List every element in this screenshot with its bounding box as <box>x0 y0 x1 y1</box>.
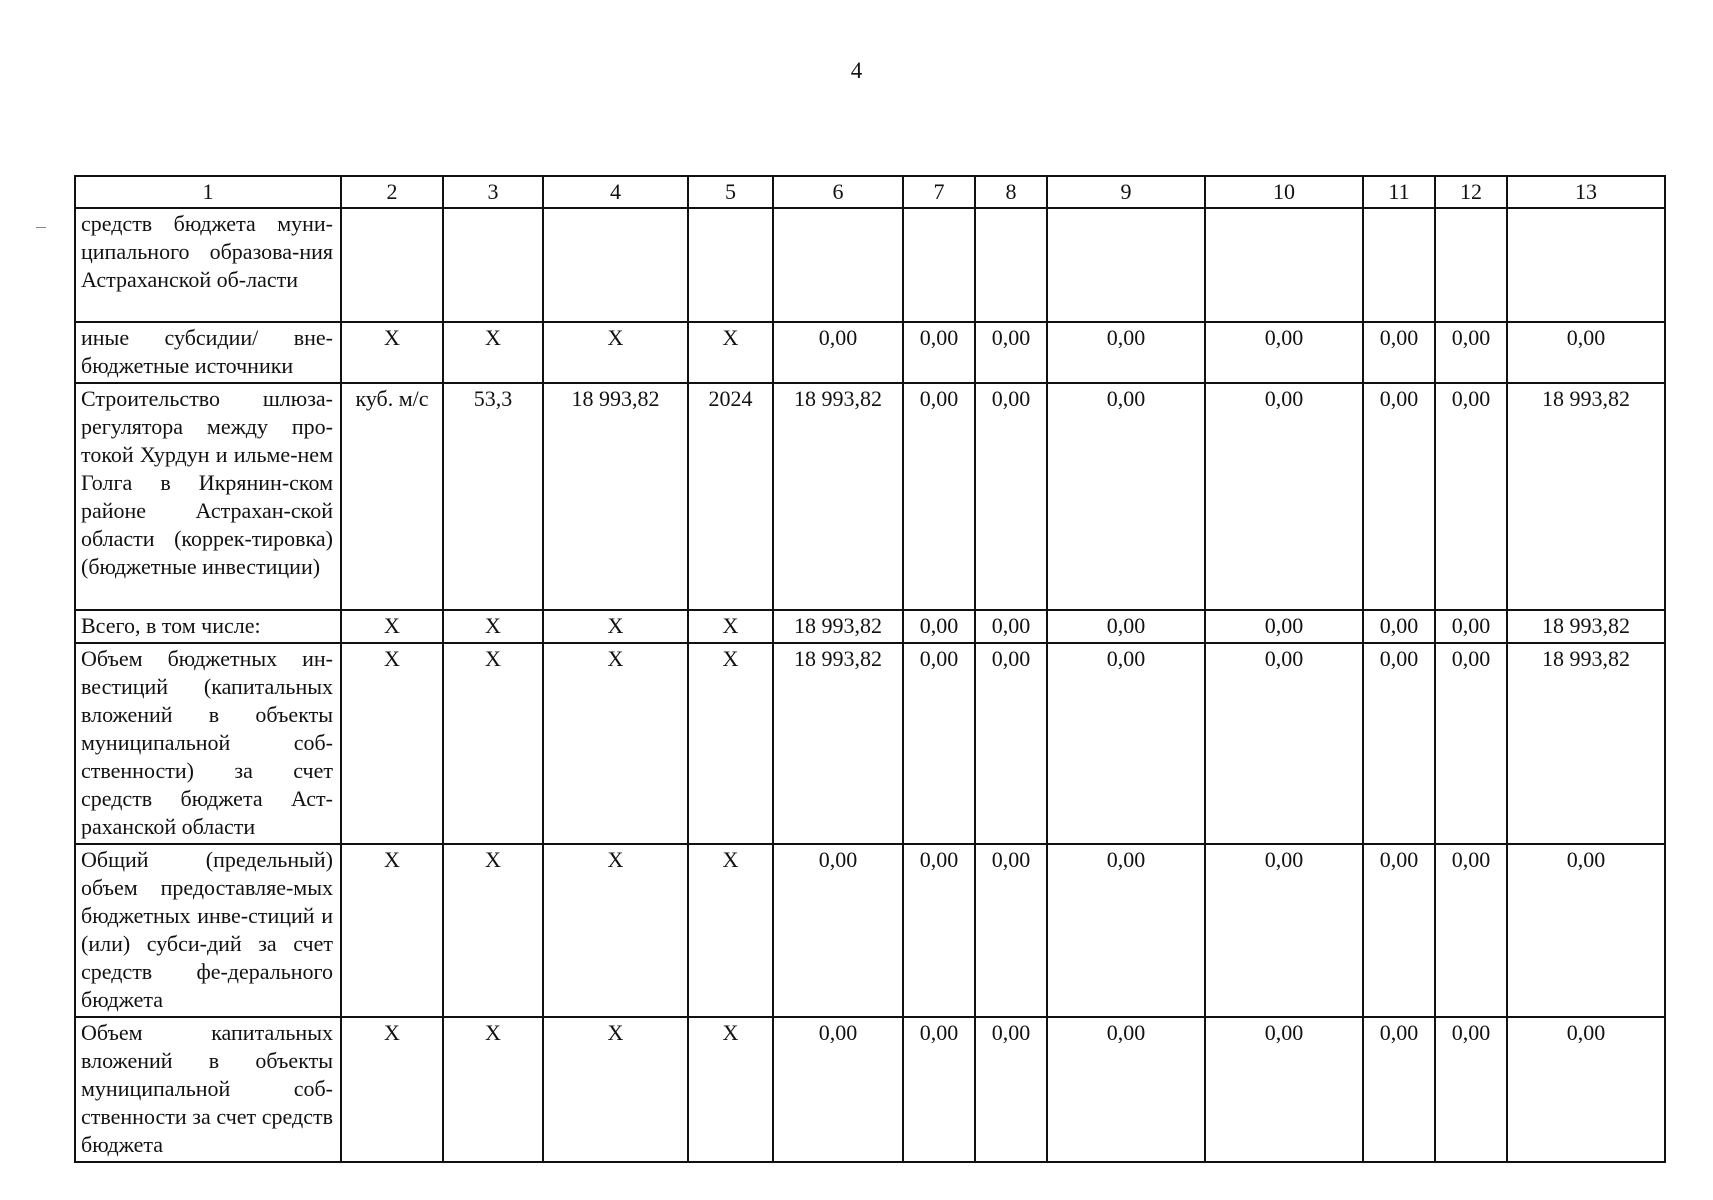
column-number: 7 <box>903 176 975 208</box>
table-cell: 0,00 <box>1047 643 1205 844</box>
table-cell: 0,00 <box>975 322 1047 383</box>
table-cell <box>1507 208 1665 322</box>
table-cell <box>903 208 975 322</box>
table-cell: 0,00 <box>773 1017 903 1162</box>
table-cell: куб. м/с <box>341 383 443 610</box>
table-cell: 0,00 <box>1205 643 1363 844</box>
table-cell: 18 993,82 <box>1507 383 1665 610</box>
row-name: Всего, в том числе: <box>75 610 341 643</box>
table-cell: Х <box>543 610 688 643</box>
table-cell: 0,00 <box>1435 643 1507 844</box>
table-cell <box>341 208 443 322</box>
table-cell: Х <box>543 643 688 844</box>
table-cell: 0,00 <box>903 643 975 844</box>
table-cell: Х <box>341 844 443 1017</box>
table-cell: Х <box>688 1017 773 1162</box>
table-cell: 18 993,82 <box>1507 610 1665 643</box>
table-cell: Х <box>688 610 773 643</box>
table-row <box>75 383 1665 610</box>
table-cell: 0,00 <box>1047 610 1205 643</box>
table-cell: 0,00 <box>1205 844 1363 1017</box>
table-cell: 0,00 <box>975 1017 1047 1162</box>
column-number: 10 <box>1205 176 1363 208</box>
table-cell: 0,00 <box>1435 844 1507 1017</box>
column-number: 1 <box>75 176 341 208</box>
column-number: 3 <box>443 176 543 208</box>
table-cell: 0,00 <box>1435 1017 1507 1162</box>
row-name: Строительство шлюза-регулятора между про-токой Хурдун и ильме-нем Голга в Икрянин-ском районе Астрахан-ской области (коррек-тировка) (бюджетные инвестиции) <box>75 383 341 610</box>
column-number: 2 <box>341 176 443 208</box>
table-cell: 18 993,82 <box>773 383 903 610</box>
table-cell: 0,00 <box>1363 383 1435 610</box>
table-cell: Х <box>341 322 443 383</box>
table-cell <box>975 208 1047 322</box>
column-numbers-row <box>75 176 1665 208</box>
table-cell: 0,00 <box>1205 322 1363 383</box>
table-cell: Х <box>341 643 443 844</box>
table-cell: 53,3 <box>443 383 543 610</box>
table-cell: 18 993,82 <box>1507 643 1665 844</box>
column-number: 8 <box>975 176 1047 208</box>
table-cell: 0,00 <box>903 844 975 1017</box>
table-cell: 0,00 <box>1507 1017 1665 1162</box>
table-cell: 0,00 <box>1047 322 1205 383</box>
row-name: Общий (предельный) объем предоставляе-мых бюджетных инве-стиций и (или) субси-дий за счет средств фе-дерального бюджета <box>75 844 341 1017</box>
table-row <box>75 208 1665 322</box>
table-row <box>75 322 1665 383</box>
column-number: 4 <box>543 176 688 208</box>
table-cell: 0,00 <box>903 322 975 383</box>
table-cell: 0,00 <box>903 383 975 610</box>
table-cell: 18 993,82 <box>543 383 688 610</box>
column-number: 6 <box>773 176 903 208</box>
table-cell: 0,00 <box>1047 844 1205 1017</box>
table-cell: Х <box>688 844 773 1017</box>
table-cell: Х <box>341 610 443 643</box>
row-name: Объем капитальных вложений в объекты муниципальной соб-ственности за счет средств бюджета <box>75 1017 341 1162</box>
table-cell: 0,00 <box>1363 1017 1435 1162</box>
table-cell: 0,00 <box>1363 610 1435 643</box>
table-cell: Х <box>543 844 688 1017</box>
table-row <box>75 610 1665 643</box>
table-cell: 0,00 <box>773 844 903 1017</box>
table-cell: Х <box>341 1017 443 1162</box>
table-row <box>75 844 1665 1017</box>
table-cell <box>1435 208 1507 322</box>
table-cell: 0,00 <box>773 322 903 383</box>
table-cell: 0,00 <box>1435 610 1507 643</box>
table-cell: Х <box>443 844 543 1017</box>
table-cell: 0,00 <box>975 610 1047 643</box>
table-cell: 0,00 <box>975 844 1047 1017</box>
row-name: иные субсидии/ вне-бюджетные источники <box>75 322 341 383</box>
table-cell <box>1205 208 1363 322</box>
table-cell: 2024 <box>688 383 773 610</box>
table-cell <box>688 208 773 322</box>
table-cell: 0,00 <box>1205 610 1363 643</box>
table-cell <box>443 208 543 322</box>
table-cell: Х <box>443 643 543 844</box>
table-cell: Х <box>443 1017 543 1162</box>
table-cell: Х <box>443 322 543 383</box>
table-cell <box>773 208 903 322</box>
column-number: 11 <box>1363 176 1435 208</box>
table-cell: 0,00 <box>1047 1017 1205 1162</box>
table-cell: Х <box>688 322 773 383</box>
table-row <box>75 1017 1665 1162</box>
table-cell: 0,00 <box>1363 643 1435 844</box>
budget-table <box>74 175 1666 1163</box>
row-name: Объем бюджетных ин-вестиций (капитальных вложений в объекты муниципальной соб-ственности) за счет средств бюджета Аст-раханской области <box>75 643 341 844</box>
table-cell: Х <box>543 1017 688 1162</box>
page-number: 4 <box>850 58 863 83</box>
table-cell: 0,00 <box>1435 322 1507 383</box>
column-number: 13 <box>1507 176 1665 208</box>
table-cell: 0,00 <box>903 610 975 643</box>
table-cell: Х <box>443 610 543 643</box>
table-cell <box>1363 208 1435 322</box>
table-cell: 0,00 <box>1205 1017 1363 1162</box>
table-cell: 0,00 <box>1507 322 1665 383</box>
table-cell: 0,00 <box>975 383 1047 610</box>
table-cell: 18 993,82 <box>773 643 903 844</box>
column-number: 9 <box>1047 176 1205 208</box>
table-cell: 0,00 <box>1205 383 1363 610</box>
table-cell: Х <box>543 322 688 383</box>
table-row <box>75 643 1665 844</box>
table-cell: 0,00 <box>903 1017 975 1162</box>
table-cell: Х <box>688 643 773 844</box>
table-cell: 18 993,82 <box>773 610 903 643</box>
column-number: 12 <box>1435 176 1507 208</box>
column-number: 5 <box>688 176 773 208</box>
table-cell: 0,00 <box>1047 383 1205 610</box>
table-cell <box>1047 208 1205 322</box>
row-name: средств бюджета муни-ципального образова-ния Астраханской об-ласти <box>75 208 341 322</box>
table-cell: 0,00 <box>1435 383 1507 610</box>
table-cell: 0,00 <box>1507 844 1665 1017</box>
table-cell: 0,00 <box>1363 322 1435 383</box>
table-cell: 0,00 <box>975 643 1047 844</box>
table-cell: 0,00 <box>1363 844 1435 1017</box>
table-cell <box>543 208 688 322</box>
margin-mark <box>36 227 46 228</box>
